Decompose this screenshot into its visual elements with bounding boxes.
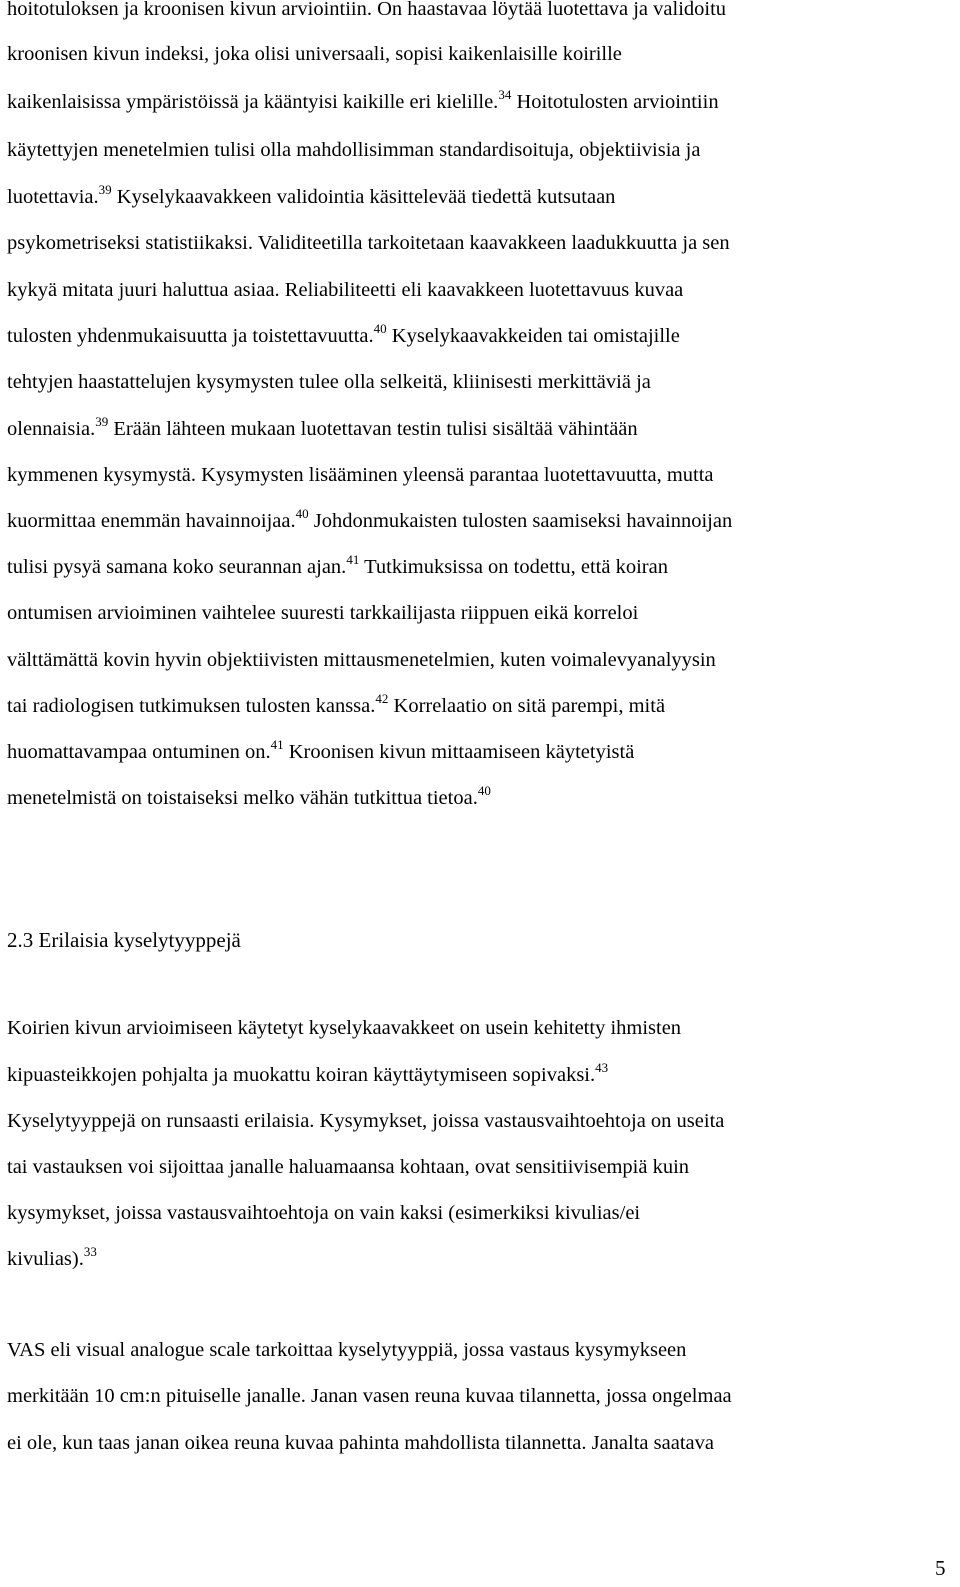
reference-number: 42 (375, 691, 389, 706)
text-line: kysymykset, joissa vastausvaihtoehtoja on vain kaksi (esimerkiksi kivulias/ei (7, 1202, 641, 1224)
text-line: kaikenlaisissa ympäristöissä ja kääntyisi kaikille eri kielille.$^{34}$ Hoitotulosten arviointiin (7, 87, 719, 113)
text-line: Koirien kivun arvioimiseen käytetyt kyselykaavakkeet on usein kehitetty ihmisten (7, 1017, 682, 1039)
text-line: merkitään 10 cm:n pituiselle janalle. Janan vasen reuna kuvaa tilannetta, jossa ongelmaa (7, 1385, 732, 1407)
text-line: VAS eli visual analogue scale tarkoittaa kyselytyyppiä, jossa vastaus kysymykseen (7, 1339, 687, 1361)
text-line: kuormittaa enemmän havainnoijaa.$^{40}$ Johdonmukaisten tulosten saamiseksi havainnoijan (7, 506, 733, 532)
text-line: ei ole, kun taas janan oikea reuna kuvaa pahinta mahdollista tilannetta. Janalta saatava (7, 1432, 714, 1454)
text-line: kivulias).$^{33}$ (7, 1244, 97, 1270)
reference-number: 39 (98, 182, 112, 197)
reference-number: 40 (477, 783, 491, 798)
reference-number: 41 (270, 737, 284, 752)
text-line: tehtyjen haastattelujen kysymysten tulee olla selkeitä, kliinisesti merkittäviä ja (7, 371, 651, 393)
section-heading: 2.3 Erilaisia kyselytyyppejä (7, 928, 241, 952)
reference-number: 41 (346, 552, 360, 567)
text-line: luotettavia.$^{39}$ Kyselykaavakkeen validointia käsittelevää tiedettä kutsutaan (7, 182, 616, 208)
text-line: kykyä mitata juuri haluttua asiaa. Reliabiliteetti eli kaavakkeen luotettavuus kuvaa (7, 279, 684, 301)
text-line: olennaisia.$^{39}$ Erään lähteen mukaan luotettavan testin tulisi sisältää vähintään (7, 414, 638, 440)
text-line: käytettyjen menetelmien tulisi olla mahdollisimman standardisoituja, objektiivisia ja (7, 139, 701, 161)
text-line: kymmenen kysymystä. Kysymysten lisääminen yleensä parantaa luotettavuutta, mutta (7, 464, 714, 486)
text-line: välttämättä kovin hyvin objektiivisten mittausmenetelmien, kuten voimalevyanalyysin (7, 649, 716, 671)
text-line: tulosten yhdenmukaisuutta ja toistettavuutta.$^{40}$ Kyselykaavakkeiden tai omistajille (7, 321, 680, 347)
text-line: hoitotuloksen ja kroonisen kivun arviointiin. On haastavaa löytää luotettava ja validoitu (7, 0, 727, 20)
reference-number: 40 (295, 506, 309, 521)
text-line: Kyselytyyppejä on runsaasti erilaisia. Kysymykset, joissa vastausvaihtoehtoja on useita (7, 1110, 725, 1132)
text-line: huomattavampaa ontuminen on.$^{41}$ Kroonisen kivun mittaamiseen käytetyistä (7, 737, 635, 763)
reference-number: 40 (373, 321, 387, 336)
text-line: tai vastauksen voi sijoittaa janalle haluamaansa kohtaan, ovat sensitiivisempiä kuin (7, 1156, 690, 1178)
text-line: psykometriseksi statistiikaksi. Validiteetilla tarkoitetaan kaavakkeen laadukkuutta ja sen (7, 232, 730, 254)
text-line: tulisi pysyä samana koko seurannan ajan.$^{41}$ Tutkimuksissa on todettu, että koiran (7, 552, 668, 578)
reference-number: 39 (95, 414, 109, 429)
text-line: tai radiologisen tutkimuksen tulosten kanssa.$^{42}$ Korrelaatio on sitä parempi, mitä (7, 691, 666, 717)
page-number: 5 (935, 1556, 946, 1580)
text-line: menetelmistä on toistaiseksi melko vähän tutkittua tietoa.$^{40}$ (7, 783, 491, 809)
text-line: kroonisen kivun indeksi, joka olisi universaali, sopisi kaikenlaisille koirille (7, 43, 622, 65)
reference-number: 43 (595, 1060, 609, 1075)
text-line: kipuasteikkojen pohjalta ja muokattu koiran käyttäytymiseen sopivaksi.$^{43}$ (7, 1060, 609, 1086)
reference-number: 34 (498, 87, 512, 102)
text-line: ontumisen arvioiminen vaihtelee suuresti tarkkailijasta riippuen eikä korreloi (7, 602, 639, 624)
reference-number: 33 (83, 1244, 97, 1259)
